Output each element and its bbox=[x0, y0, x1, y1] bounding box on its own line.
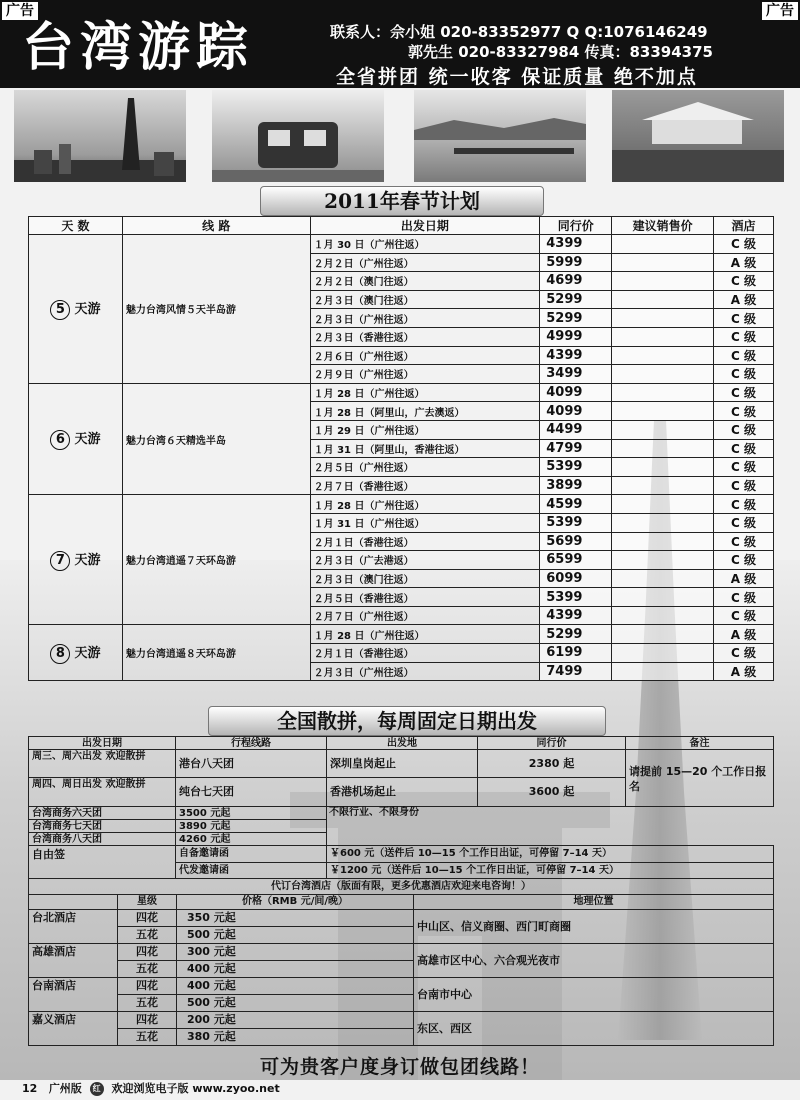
suggested-price bbox=[612, 551, 714, 570]
hotel-star: 四花 bbox=[117, 909, 177, 927]
departure-date: １月 28 日（广州往返） bbox=[310, 495, 540, 514]
day-unit: 天游 bbox=[74, 645, 101, 661]
hotel-star: 四花 bbox=[117, 977, 177, 995]
hotel-grade: A 级 bbox=[714, 253, 774, 272]
departure-date: ２月２日（澳门往返） bbox=[310, 272, 540, 291]
header-suggested-price: 建议销售价 bbox=[612, 217, 714, 235]
hotel-grade: C 级 bbox=[714, 513, 774, 532]
trade-price: 4999 bbox=[540, 327, 612, 346]
biz-price-1: 3890 元起 bbox=[175, 819, 327, 833]
palace-icon bbox=[612, 90, 784, 182]
hotel-city: 台北酒店 bbox=[28, 909, 118, 944]
publisher-logo-icon: 红 bbox=[90, 1082, 104, 1096]
hotel-section-title: 代订台湾酒店（版面有限，更多优惠酒店欢迎来电咨询！） bbox=[28, 878, 774, 895]
spring-festival-schedule-table bbox=[28, 216, 774, 681]
free-type-0: 自备邀请函 bbox=[175, 845, 327, 863]
suggested-price bbox=[612, 290, 714, 309]
hotel-grade: C 级 bbox=[714, 272, 774, 291]
trade-price: 5999 bbox=[540, 253, 612, 272]
weekly-r2-price: 3600 起 bbox=[477, 777, 626, 807]
trade-price: 5699 bbox=[540, 532, 612, 551]
departure-date: ２月１日（香港往返） bbox=[310, 532, 540, 551]
suggested-price bbox=[612, 458, 714, 477]
hotel-grade: C 级 bbox=[714, 551, 774, 570]
suggested-price bbox=[612, 606, 714, 625]
header-banner bbox=[0, 0, 800, 88]
weekly-header-route: 行程线路 bbox=[175, 736, 327, 750]
suggested-price bbox=[612, 588, 714, 607]
route-name: 魅力台湾逍遥７天环岛游 bbox=[122, 495, 310, 625]
schedule-header-row bbox=[29, 217, 774, 235]
departure-date: ２月９日（广州往返） bbox=[310, 365, 540, 384]
hotel-star: 五花 bbox=[117, 1028, 177, 1046]
departure-date: ２月２日（广州往返） bbox=[310, 253, 540, 272]
edition-label: 广州版 bbox=[48, 1082, 82, 1095]
hotel-city: 台南酒店 bbox=[28, 977, 118, 1012]
trade-price: 4399 bbox=[540, 235, 612, 254]
suggested-price bbox=[612, 569, 714, 588]
hotel-price: 380 元起 bbox=[176, 1028, 414, 1046]
departure-date: ２月３日（澳门往返） bbox=[310, 290, 540, 309]
departure-date: １月 29 日（广州往返） bbox=[310, 420, 540, 439]
hotel-grade: A 级 bbox=[714, 662, 774, 681]
weekly-header-from: 出发地 bbox=[326, 736, 478, 750]
departure-date: ２月６日（广州往返） bbox=[310, 346, 540, 365]
ad-tag-left: 广告 bbox=[2, 2, 38, 20]
suggested-price bbox=[612, 532, 714, 551]
header-slogan: 全省拼团 统一收客 保证质量 绝不加点 bbox=[336, 66, 698, 88]
free-visa-label: 自由签 bbox=[28, 845, 176, 879]
suggested-price bbox=[612, 327, 714, 346]
trade-price: 4099 bbox=[540, 402, 612, 421]
hotel-grade: C 级 bbox=[714, 495, 774, 514]
route-name: 魅力台湾风情５天半岛游 bbox=[122, 235, 310, 384]
day-count-circle: 8 bbox=[50, 644, 70, 664]
hotel-grade: C 级 bbox=[714, 458, 774, 477]
trade-price: 4799 bbox=[540, 439, 612, 458]
suggested-price bbox=[612, 662, 714, 681]
lake-icon bbox=[414, 90, 586, 182]
suggested-price bbox=[612, 346, 714, 365]
day-unit: 天游 bbox=[74, 432, 101, 448]
hotel-grade: C 级 bbox=[714, 309, 774, 328]
day-count-circle: 6 bbox=[50, 430, 70, 450]
hotel-grade: A 级 bbox=[714, 625, 774, 644]
hotel-grade: C 级 bbox=[714, 383, 774, 402]
hotel-grade: C 级 bbox=[714, 346, 774, 365]
hotel-grade: C 级 bbox=[714, 365, 774, 384]
plan-title: 2011年春节计划 bbox=[260, 186, 544, 216]
header-route: 线 路 bbox=[122, 217, 310, 235]
biz-note: 不限行业、不限身份 bbox=[329, 807, 419, 818]
hotel-grade: A 级 bbox=[714, 290, 774, 309]
free-type-1: 代发邀请函 bbox=[175, 862, 327, 879]
departure-date: １月 28 日（广州往返） bbox=[310, 383, 540, 402]
departure-date: ２月５日（广州往返） bbox=[310, 458, 540, 477]
suggested-price bbox=[612, 272, 714, 291]
hotel-grade: C 级 bbox=[714, 235, 774, 254]
days-cell bbox=[29, 495, 123, 625]
hotel-star: 五花 bbox=[117, 926, 177, 944]
route-name: 魅力台湾６天精选半岛 bbox=[122, 383, 310, 495]
hotel-header-location: 地理位置 bbox=[413, 894, 774, 910]
suggested-price bbox=[612, 439, 714, 458]
days-cell bbox=[29, 625, 123, 681]
biz-price-0: 3500 元起 bbox=[175, 806, 327, 820]
trade-price: 4399 bbox=[540, 606, 612, 625]
weekly-note: 请提前 15—20 个工作日报名 bbox=[625, 749, 774, 807]
day-unit: 天游 bbox=[74, 552, 101, 568]
departure-date: １月 31 日（广州往返） bbox=[310, 513, 540, 532]
suggested-price bbox=[612, 253, 714, 272]
hotel-grade: C 级 bbox=[714, 588, 774, 607]
suggested-price bbox=[612, 235, 714, 254]
weekly-and-hotel-grid bbox=[28, 736, 774, 1048]
hotel-grade: C 级 bbox=[714, 402, 774, 421]
hotel-price: 500 元起 bbox=[176, 926, 414, 944]
hotel-grade: A 级 bbox=[714, 569, 774, 588]
hotel-price: 300 元起 bbox=[176, 943, 414, 961]
departure-date: ２月３日（广州往返） bbox=[310, 662, 540, 681]
suggested-price bbox=[612, 644, 714, 663]
weekly-r1-date: 周三、周六出发 欢迎散拼 bbox=[28, 749, 176, 778]
taipei-101-icon bbox=[14, 90, 186, 182]
weekly-r2-date: 周四、周日出发 欢迎散拼 bbox=[28, 777, 176, 807]
hotel-grade: C 级 bbox=[714, 606, 774, 625]
departure-date: １月 30 日（广州往返） bbox=[310, 235, 540, 254]
hotel-price: 350 元起 bbox=[176, 909, 414, 927]
contact-line-2: 郭先生 020-83327984 传真：83394375 bbox=[408, 43, 713, 61]
hotel-star: 四花 bbox=[117, 943, 177, 961]
day-unit: 天游 bbox=[74, 301, 101, 317]
free-detail-0: ￥600 元（送件后 10—15 个工作日出证，可停留 7–14 天） bbox=[326, 845, 774, 863]
suggested-price bbox=[612, 625, 714, 644]
route-name: 魅力台湾逍遥８天环岛游 bbox=[122, 625, 310, 681]
departure-date: １月 28 日（广州往返） bbox=[310, 625, 540, 644]
weekly-r1-from: 深圳皇岗起止 bbox=[326, 749, 478, 778]
hotel-location: 高雄市区中心、六合观光夜市 bbox=[413, 943, 774, 978]
weekly-header-price: 同行价 bbox=[477, 736, 626, 750]
departure-date: １月 31 日（阿里山，香港往返） bbox=[310, 439, 540, 458]
ad-tag-right: 广告 bbox=[762, 2, 798, 20]
header-days: 天 数 bbox=[29, 217, 123, 235]
header-hotel: 酒店 bbox=[714, 217, 774, 235]
hotel-header-price: 价格（RMB 元/间/晚） bbox=[176, 894, 414, 910]
hotel-star: 四花 bbox=[117, 1011, 177, 1029]
contact-line-1: 联系人：佘小姐 020-83352977 Q Q:1076146249 bbox=[330, 23, 708, 41]
days-cell bbox=[29, 235, 123, 384]
departure-date: ２月３日（澳门往返） bbox=[310, 569, 540, 588]
hotel-city: 嘉义酒店 bbox=[28, 1011, 118, 1046]
hotel-grade: C 级 bbox=[714, 420, 774, 439]
suggested-price bbox=[612, 476, 714, 495]
trade-price: 6199 bbox=[540, 644, 612, 663]
header-trade-price: 同行价 bbox=[540, 217, 612, 235]
departure-date: １月 28 日（阿里山，广去澳返） bbox=[310, 402, 540, 421]
day-count-circle: 7 bbox=[50, 551, 70, 571]
trade-price: 6599 bbox=[540, 551, 612, 570]
footer bbox=[22, 1080, 280, 1096]
hotel-grade: C 级 bbox=[714, 532, 774, 551]
suggested-price bbox=[612, 495, 714, 514]
trade-price: 5399 bbox=[540, 513, 612, 532]
departure-date: ２月７日（广州往返） bbox=[310, 606, 540, 625]
hotel-price: 200 元起 bbox=[176, 1011, 414, 1029]
hotel-header-star: 星级 bbox=[117, 894, 177, 910]
suggested-price bbox=[612, 513, 714, 532]
bottom-slogan: 可为贵客户度身订做包团线路！ bbox=[259, 1056, 540, 1078]
weekly-r2-route: 纯台七天团 bbox=[175, 777, 327, 807]
footer-website: 欢迎浏览电子版 www.zyoo.net bbox=[111, 1082, 280, 1095]
suggested-price bbox=[612, 420, 714, 439]
suggested-price bbox=[612, 383, 714, 402]
suggested-price bbox=[612, 365, 714, 384]
days-cell bbox=[29, 383, 123, 495]
hotel-star: 五花 bbox=[117, 960, 177, 978]
weekly-title: 全国散拼，每周固定日期出发 bbox=[208, 706, 606, 736]
free-detail-1: ￥1200 元（送件后 10—15 个工作日出证，可停留 7–14 天） bbox=[326, 862, 774, 879]
weekly-r2-from: 香港机场起止 bbox=[326, 777, 478, 807]
trade-price: 5399 bbox=[540, 458, 612, 477]
departure-date: ２月３日（广州往返） bbox=[310, 309, 540, 328]
departure-date: ２月３日（香港往返） bbox=[310, 327, 540, 346]
page-number: 12 bbox=[22, 1082, 38, 1095]
photo-alishan-train bbox=[212, 90, 384, 182]
trade-price: 5299 bbox=[540, 309, 612, 328]
trade-price: 5399 bbox=[540, 588, 612, 607]
hotel-city: 高雄酒店 bbox=[28, 943, 118, 978]
hotel-grade: C 级 bbox=[714, 327, 774, 346]
trade-price: 4099 bbox=[540, 383, 612, 402]
day-count-circle: 5 bbox=[50, 300, 70, 320]
suggested-price bbox=[612, 309, 714, 328]
departure-date: ２月１日（香港往返） bbox=[310, 644, 540, 663]
biz-name-0: 台湾商务六天团 bbox=[28, 806, 176, 820]
hotel-star: 五花 bbox=[117, 994, 177, 1012]
hotel-header-blank bbox=[28, 894, 118, 910]
trade-price: 4499 bbox=[540, 420, 612, 439]
hotel-grade: C 级 bbox=[714, 439, 774, 458]
weekly-header-date: 出发日期 bbox=[28, 736, 176, 750]
trade-price: 7499 bbox=[540, 662, 612, 681]
trade-price: 6099 bbox=[540, 569, 612, 588]
departure-date: ２月７日（香港往返） bbox=[310, 476, 540, 495]
trade-price: 3499 bbox=[540, 365, 612, 384]
hotel-grade: C 级 bbox=[714, 476, 774, 495]
hotel-price: 400 元起 bbox=[176, 960, 414, 978]
trade-price: 5299 bbox=[540, 290, 612, 309]
hotel-location: 中山区、信义商圈、西门町商圈 bbox=[413, 909, 774, 944]
trade-price: 4699 bbox=[540, 272, 612, 291]
schedule-row bbox=[29, 235, 774, 254]
train-icon bbox=[212, 90, 384, 182]
hotel-location: 台南市中心 bbox=[413, 977, 774, 1012]
hotel-location: 东区、西区 bbox=[413, 1011, 774, 1046]
brand-title: 台湾游踪 bbox=[22, 18, 255, 78]
trade-price: 5299 bbox=[540, 625, 612, 644]
schedule-row bbox=[29, 383, 774, 402]
trade-price: 4599 bbox=[540, 495, 612, 514]
photo-palace-museum bbox=[612, 90, 784, 182]
departure-date: ２月３日（广去港返） bbox=[310, 551, 540, 570]
header-date: 出发日期 bbox=[310, 217, 540, 235]
photo-sun-moon-lake bbox=[414, 90, 586, 182]
hotel-price: 400 元起 bbox=[176, 977, 414, 995]
schedule-row bbox=[29, 495, 774, 514]
biz-name-2: 台湾商务八天团 bbox=[28, 832, 176, 846]
trade-price: 4399 bbox=[540, 346, 612, 365]
suggested-price bbox=[612, 402, 714, 421]
departure-date: ２月５日（香港往返） bbox=[310, 588, 540, 607]
schedule-row bbox=[29, 625, 774, 644]
weekly-r1-route: 港台八天团 bbox=[175, 749, 327, 778]
hotel-grade: C 级 bbox=[714, 644, 774, 663]
weekly-r1-price: 2380 起 bbox=[477, 749, 626, 778]
hotel-price: 500 元起 bbox=[176, 994, 414, 1012]
trade-price: 3899 bbox=[540, 476, 612, 495]
biz-price-2: 4260 元起 bbox=[175, 832, 327, 846]
photo-taipei-101 bbox=[14, 90, 186, 182]
biz-name-1: 台湾商务七天团 bbox=[28, 819, 176, 833]
weekly-header-note: 备注 bbox=[625, 736, 774, 750]
